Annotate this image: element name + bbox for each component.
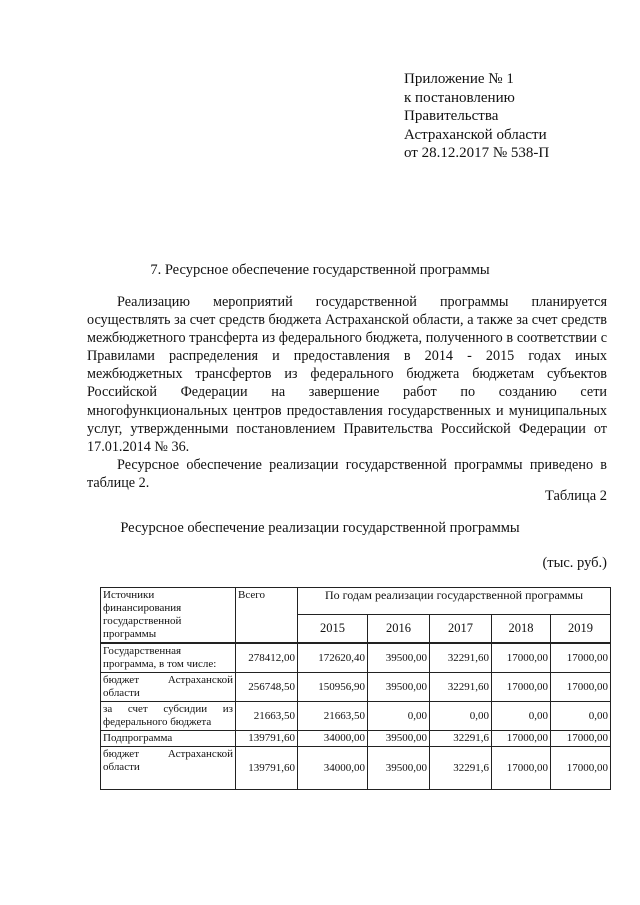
row-value: 39500,00: [368, 643, 430, 673]
row-value: 150956,90: [298, 673, 368, 702]
row-value: 0,00: [430, 702, 492, 731]
header-year: 2015: [298, 615, 368, 643]
header-year: 2018: [492, 615, 551, 643]
appendix-line: Правительства: [404, 108, 499, 124]
row-value: 172620,40: [298, 643, 368, 673]
table-title: Ресурсное обеспечение реализации государственной программы: [120, 520, 520, 536]
table-row: [101, 702, 611, 731]
row-value: 17000,00: [551, 643, 611, 673]
row-value: 17000,00: [551, 673, 611, 702]
row-value: 0,00: [492, 702, 551, 731]
row-value: 17000,00: [492, 747, 551, 790]
body-text: [87, 293, 607, 492]
row-value: 21663,50: [298, 702, 368, 731]
row-value: 39500,00: [368, 747, 430, 790]
appendix-line: Астраханской области: [404, 126, 547, 143]
row-source: бюджет Астраханской области: [101, 673, 236, 702]
row-value: 34000,00: [298, 747, 368, 790]
row-source: за счет субсидии из федерального бюджета: [101, 702, 236, 731]
row-value: 0,00: [368, 702, 430, 731]
resource-table: [100, 587, 611, 790]
table-label: Таблица 2: [544, 488, 607, 504]
row-value: 17000,00: [492, 731, 551, 747]
table-header-row: [101, 588, 611, 615]
header-year: 2017: [430, 615, 492, 643]
row-source: Государственная программа, в том числе:: [101, 643, 236, 673]
row-value: 39500,00: [368, 731, 430, 747]
row-value: 17000,00: [492, 673, 551, 702]
row-value: 17000,00: [551, 747, 611, 790]
section-title: 7. Ресурсное обеспечение государственной программы: [150, 262, 490, 278]
row-source: бюджет Астраханской области: [101, 747, 236, 790]
units-label: (тыс. руб.): [542, 555, 607, 571]
row-value: 32291,6: [430, 747, 492, 790]
row-value: 32291,60: [430, 643, 492, 673]
row-total: 139791,60: [236, 747, 298, 790]
row-value: 39500,00: [368, 673, 430, 702]
table-row: [101, 747, 611, 790]
row-value: 32291,60: [430, 673, 492, 702]
row-total: 21663,50: [236, 702, 298, 731]
table-row: [101, 643, 611, 673]
paragraph: Реализацию мероприятий государственной программы планируется осуществлять за счет средств бюджета Астраханской области, а также за счет средств межбюджетного трансферта из федерального бюджета, полученного в соответствии с Правилами распределения и предоставления в 2014 - 2015 годах иных межбюджетных трансфертов из федерального бюджета бюджетам субъектов Российской Федерации на завершение работ по созданию сети многофункциональных центров предоставления государственных и муниципальных услуг, утвержденными постановлением Правительства Российской Федерации от 17.01.2014 № 36.: [87, 294, 607, 455]
row-total: 278412,00: [236, 643, 298, 673]
row-total: 139791,60: [236, 731, 298, 747]
paragraph: Ресурсное обеспечение реализации государственной программы приведено в таблице 2.: [87, 456, 607, 491]
header-source: Источники финансирования государственной программы: [101, 588, 236, 644]
appendix-line: Приложение № 1: [404, 71, 514, 87]
table-row: [101, 673, 611, 702]
row-value: 0,00: [551, 702, 611, 731]
header-year: 2019: [551, 615, 611, 643]
row-value: 17000,00: [551, 731, 611, 747]
row-value: 17000,00: [492, 643, 551, 673]
header-year: 2016: [368, 615, 430, 643]
appendix-block: [404, 70, 604, 163]
row-total: 256748,50: [236, 673, 298, 702]
header-by-years: По годам реализации государственной программы: [298, 588, 611, 615]
header-total: Всего: [236, 588, 298, 644]
row-source: Подпрограмма: [101, 731, 236, 747]
table-row: [101, 731, 611, 747]
row-value: 32291,6: [430, 731, 492, 747]
row-value: 34000,00: [298, 731, 368, 747]
appendix-line: к постановлению: [404, 89, 515, 106]
appendix-line: от 28.12.2017 № 538-П: [404, 145, 550, 161]
